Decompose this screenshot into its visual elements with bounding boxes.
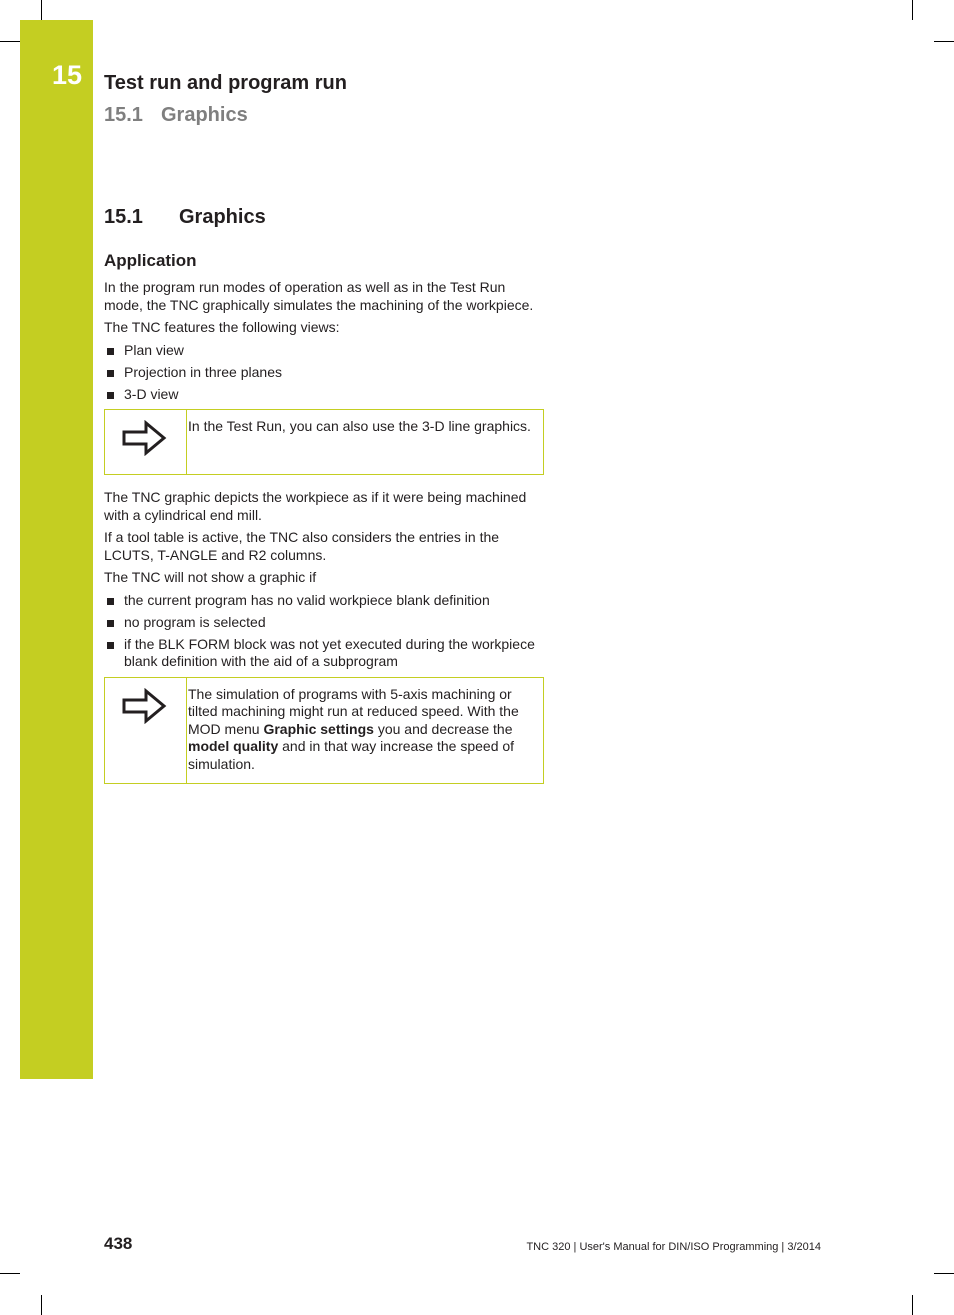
crop-mark	[41, 1295, 42, 1315]
list-item: if the BLK FORM block was not yet executed during the workpiece blank definition with the aid of a subprogram	[104, 636, 544, 671]
note-icon-cell	[105, 410, 186, 474]
note-box	[104, 677, 544, 785]
list-item: Projection in three planes	[104, 364, 544, 382]
list-item: 3-D view	[104, 386, 544, 404]
no-graphic-list	[104, 592, 544, 671]
crop-mark	[912, 0, 913, 20]
section-number: 15.1	[104, 206, 143, 228]
page-content	[104, 250, 544, 798]
crop-mark	[0, 1273, 20, 1274]
note-text: In the Test Run, you can also use the 3-D line graphics.	[188, 418, 531, 434]
list-item: no program is selected	[104, 614, 544, 632]
page-number: 438	[104, 1234, 133, 1253]
note-text-part: The simulation of programs with 5-axis machining or tilted machining might run at reduced speed. With the MOD menu	[188, 685, 519, 737]
chapter-number: 15	[52, 60, 83, 90]
application-heading: Application	[104, 251, 197, 270]
note-text	[187, 678, 543, 784]
crop-mark	[41, 0, 42, 20]
views-list	[104, 342, 544, 404]
no-graphic-intro: The TNC will not show a graphic if	[104, 569, 317, 585]
views-intro: The TNC features the following views:	[104, 319, 340, 335]
crop-mark	[0, 41, 20, 42]
note-box	[104, 409, 544, 475]
chapter-sidebar	[20, 20, 93, 1079]
note-icon-cell	[105, 678, 186, 784]
arrow-right-icon	[121, 420, 167, 456]
running-section-header	[104, 104, 248, 127]
note-text-part: and in that way increase the speed of simulation.	[188, 738, 515, 772]
chapter-title: Test run and program run	[104, 72, 347, 94]
crop-mark	[912, 1295, 913, 1315]
setting-model-quality: model quality	[188, 738, 279, 754]
section-title: Graphics	[179, 206, 266, 228]
note-text-part: you and decrease the	[373, 720, 513, 737]
list-item: the current program has no valid workpiece blank definition	[104, 592, 544, 610]
list-item: Plan view	[104, 342, 544, 360]
application-intro: In the program run modes of operation as well as in the Test Run mode, the TNC graphically simulates the machining of the workpiece.	[104, 279, 534, 313]
running-section-number: 15.1	[104, 104, 143, 126]
running-section-title: Graphics	[161, 104, 248, 126]
crop-mark	[934, 41, 954, 42]
crop-mark	[934, 1273, 954, 1274]
depicts-paragraph: The TNC graphic depicts the workpiece as if it were being machined with a cylindrical end mill.	[104, 489, 527, 523]
section-heading	[104, 206, 266, 229]
arrow-right-icon	[121, 688, 167, 724]
tool-table-paragraph: If a tool table is active, the TNC also considers the entries in the LCUTS, T-ANGLE and R2 columns.	[104, 529, 500, 563]
footer-text: TNC 320 | User's Manual for DIN/ISO Programming | 3/2014	[526, 1241, 821, 1253]
menu-item-graphic-settings: Graphic settings	[263, 720, 374, 737]
